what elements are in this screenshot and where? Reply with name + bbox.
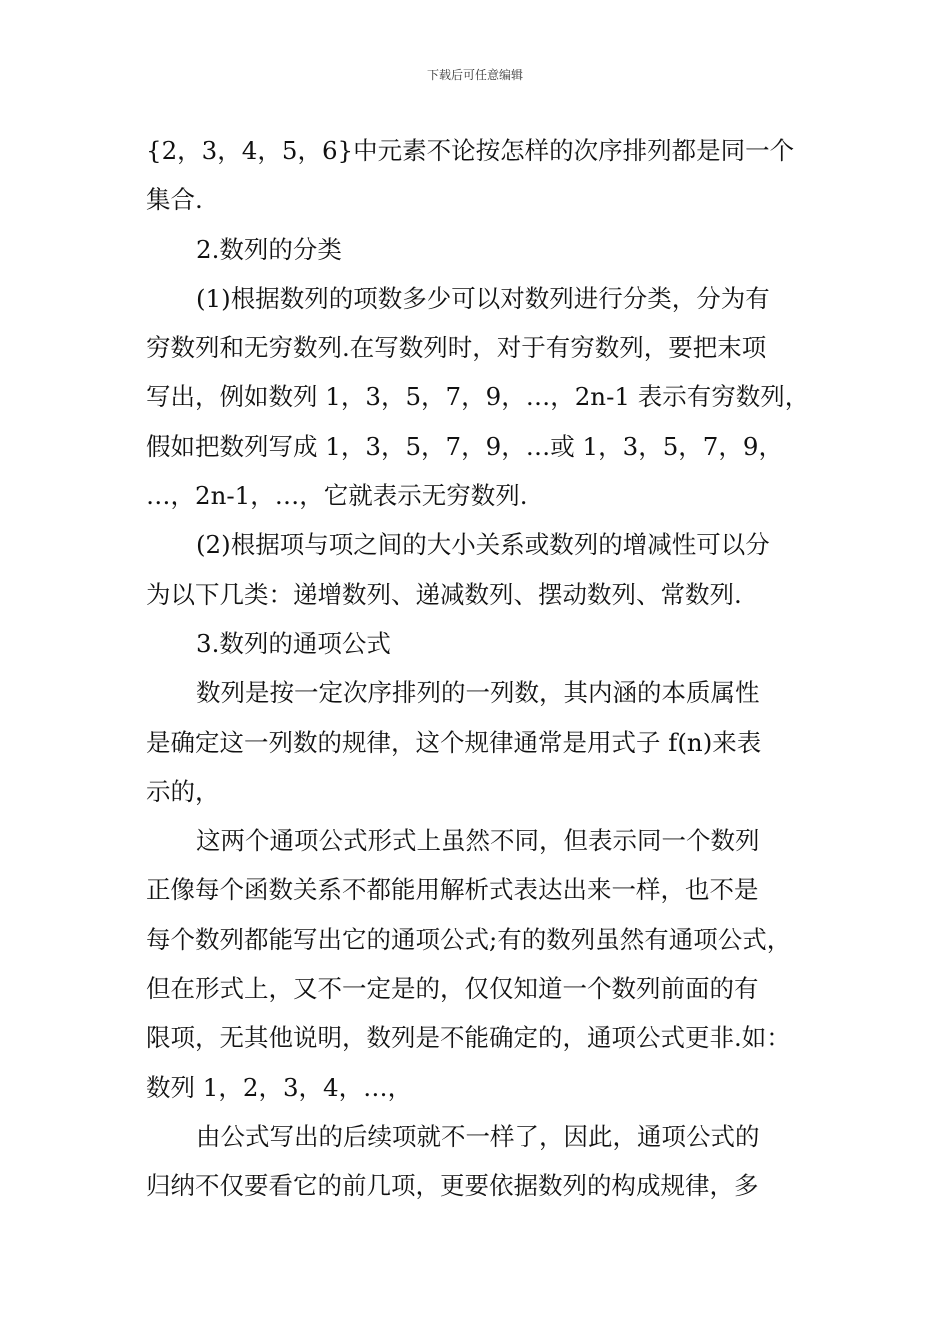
text-line: 假如把数列写成 1，3，5，7，9，…或 1，3，5，7，9， <box>146 431 783 461</box>
text-line: 但在形式上，又不一定是的，仅仅知道一个数列前面的有 <box>146 974 759 1004</box>
text-line: 这两个通项公式形式上虽然不同，但表示同一个数列 <box>196 826 760 856</box>
section-heading: 3.数列的通项公式 <box>196 628 391 658</box>
text-line: {2，3，4，5，6}中元素不论按怎样的次序排列都是同一个 <box>146 136 795 165</box>
text-line: 是确定这一列数的规律，这个规律通常是用式子 f(n)来表 <box>146 727 762 757</box>
text-line: 正像每个函数关系不都能用解析式表达出来一样，也不是 <box>146 875 759 905</box>
text-line: 由公式写出的后续项就不一样了，因此，通项公式的 <box>196 1121 760 1151</box>
text-line: (2)根据项与项之间的大小关系或数列的增减性可以分 <box>196 530 770 560</box>
text-line: …，2n-1，…，它就表示无穷数列. <box>146 481 528 511</box>
section-heading: 2.数列的分类 <box>196 234 342 264</box>
text-line: 写出，例如数列 1，3，5，7，9，…，2n-1 表示有穷数列， <box>146 382 810 412</box>
text-line: 限项，无其他说明，数列是不能确定的，通项公式更非.如： <box>146 1023 791 1053</box>
text-line: 每个数列都能写出它的通项公式;有的数列虽然有通项公式， <box>146 924 792 954</box>
text-line: (1)根据数列的项数多少可以对数列进行分类，分为有 <box>196 283 770 313</box>
document-body <box>146 126 812 1211</box>
text-line: 示的， <box>146 776 220 806</box>
text-line: 为以下几类：递增数列、递减数列、摆动数列、常数列. <box>146 579 742 609</box>
text-line: 归纳不仅要看它的前几项，更要依据数列的构成规律，多 <box>146 1171 759 1201</box>
text-line: 数列是按一定次序排列的一列数，其内涵的本质属性 <box>196 678 760 708</box>
text-line: 穷数列和无穷数列.在写数列时，对于有穷数列，要把末项 <box>146 333 767 363</box>
text-line: 数列 1，2，3，4，…， <box>146 1072 413 1102</box>
page-header: 下载后可任意编辑 <box>426 68 523 82</box>
text-line: 集合. <box>146 185 203 215</box>
